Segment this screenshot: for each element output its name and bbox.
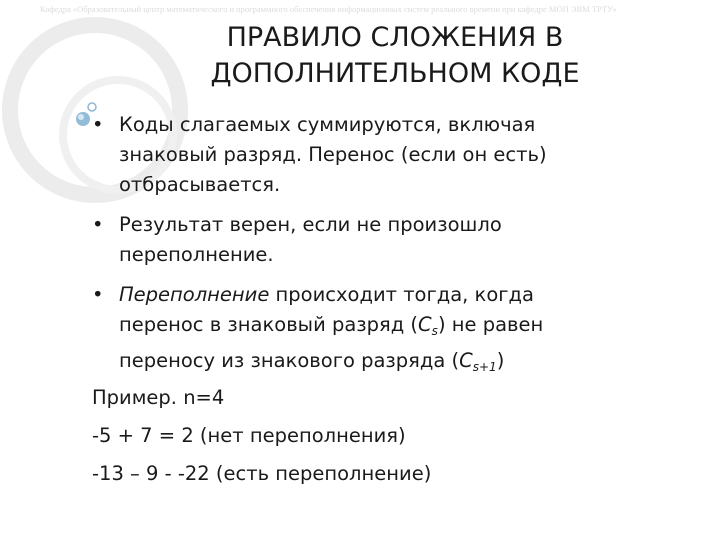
bullet-text-line [119, 280, 712, 310]
bullet-text-line: отбрасывается. [119, 173, 281, 196]
example-line-2: -13 – 9 - -22 (есть переполнение) [92, 462, 432, 485]
slide-title [130, 20, 660, 92]
bullet-item-1 [92, 110, 712, 200]
carry-subscript: s+1 [472, 360, 497, 374]
slide-content [92, 110, 712, 392]
header-watermark: Кафедра «Образовательный центр математического и программного обеспечения информационных систем реального времени при кафедре МОП ЭВМ ТРТУ» [40, 4, 617, 14]
bullet-item-2 [92, 210, 712, 270]
example-label: Пример. n=4 [92, 386, 225, 409]
bullet-text-line [119, 310, 712, 346]
title-line-2: ДОПОЛНИТЕЛЬНОМ КОДЕ [210, 58, 580, 89]
bullet-item-3 [92, 280, 712, 382]
term-overflow: Переполнение [119, 283, 270, 306]
carry-variable: C [418, 313, 432, 336]
bullet-text-fragment: происходит тогда, когда [269, 283, 534, 306]
carry-subscript: s [431, 324, 438, 338]
bullet-text-fragment: перенос в знаковый разряд ( [119, 313, 419, 336]
example-line-1: -5 + 7 = 2 (нет переполнения) [92, 424, 406, 447]
bullet-text-fragment: переносу из знакового разряда ( [119, 349, 460, 372]
bullet-text-line: Результат верен, если не произошло [119, 213, 502, 236]
bullet-text-fragment: ) не равен [437, 313, 544, 336]
bullet-text-line: Коды слагаемых суммируются, включая [119, 113, 536, 136]
bullet-text-fragment: ) [496, 349, 505, 372]
bullet-marker: • [92, 283, 104, 306]
bullet-text-line [119, 346, 712, 382]
bullet-marker: • [92, 113, 104, 136]
title-line-1: ПРАВИЛО СЛОЖЕНИЯ В [226, 22, 564, 53]
carry-variable: C [459, 349, 473, 372]
bullet-text-line: знаковый разряд. Перенос (если он есть) [119, 143, 547, 166]
bullet-marker: • [92, 213, 104, 236]
example-block [92, 383, 431, 497]
bullet-text-line: переполнение. [119, 243, 274, 266]
